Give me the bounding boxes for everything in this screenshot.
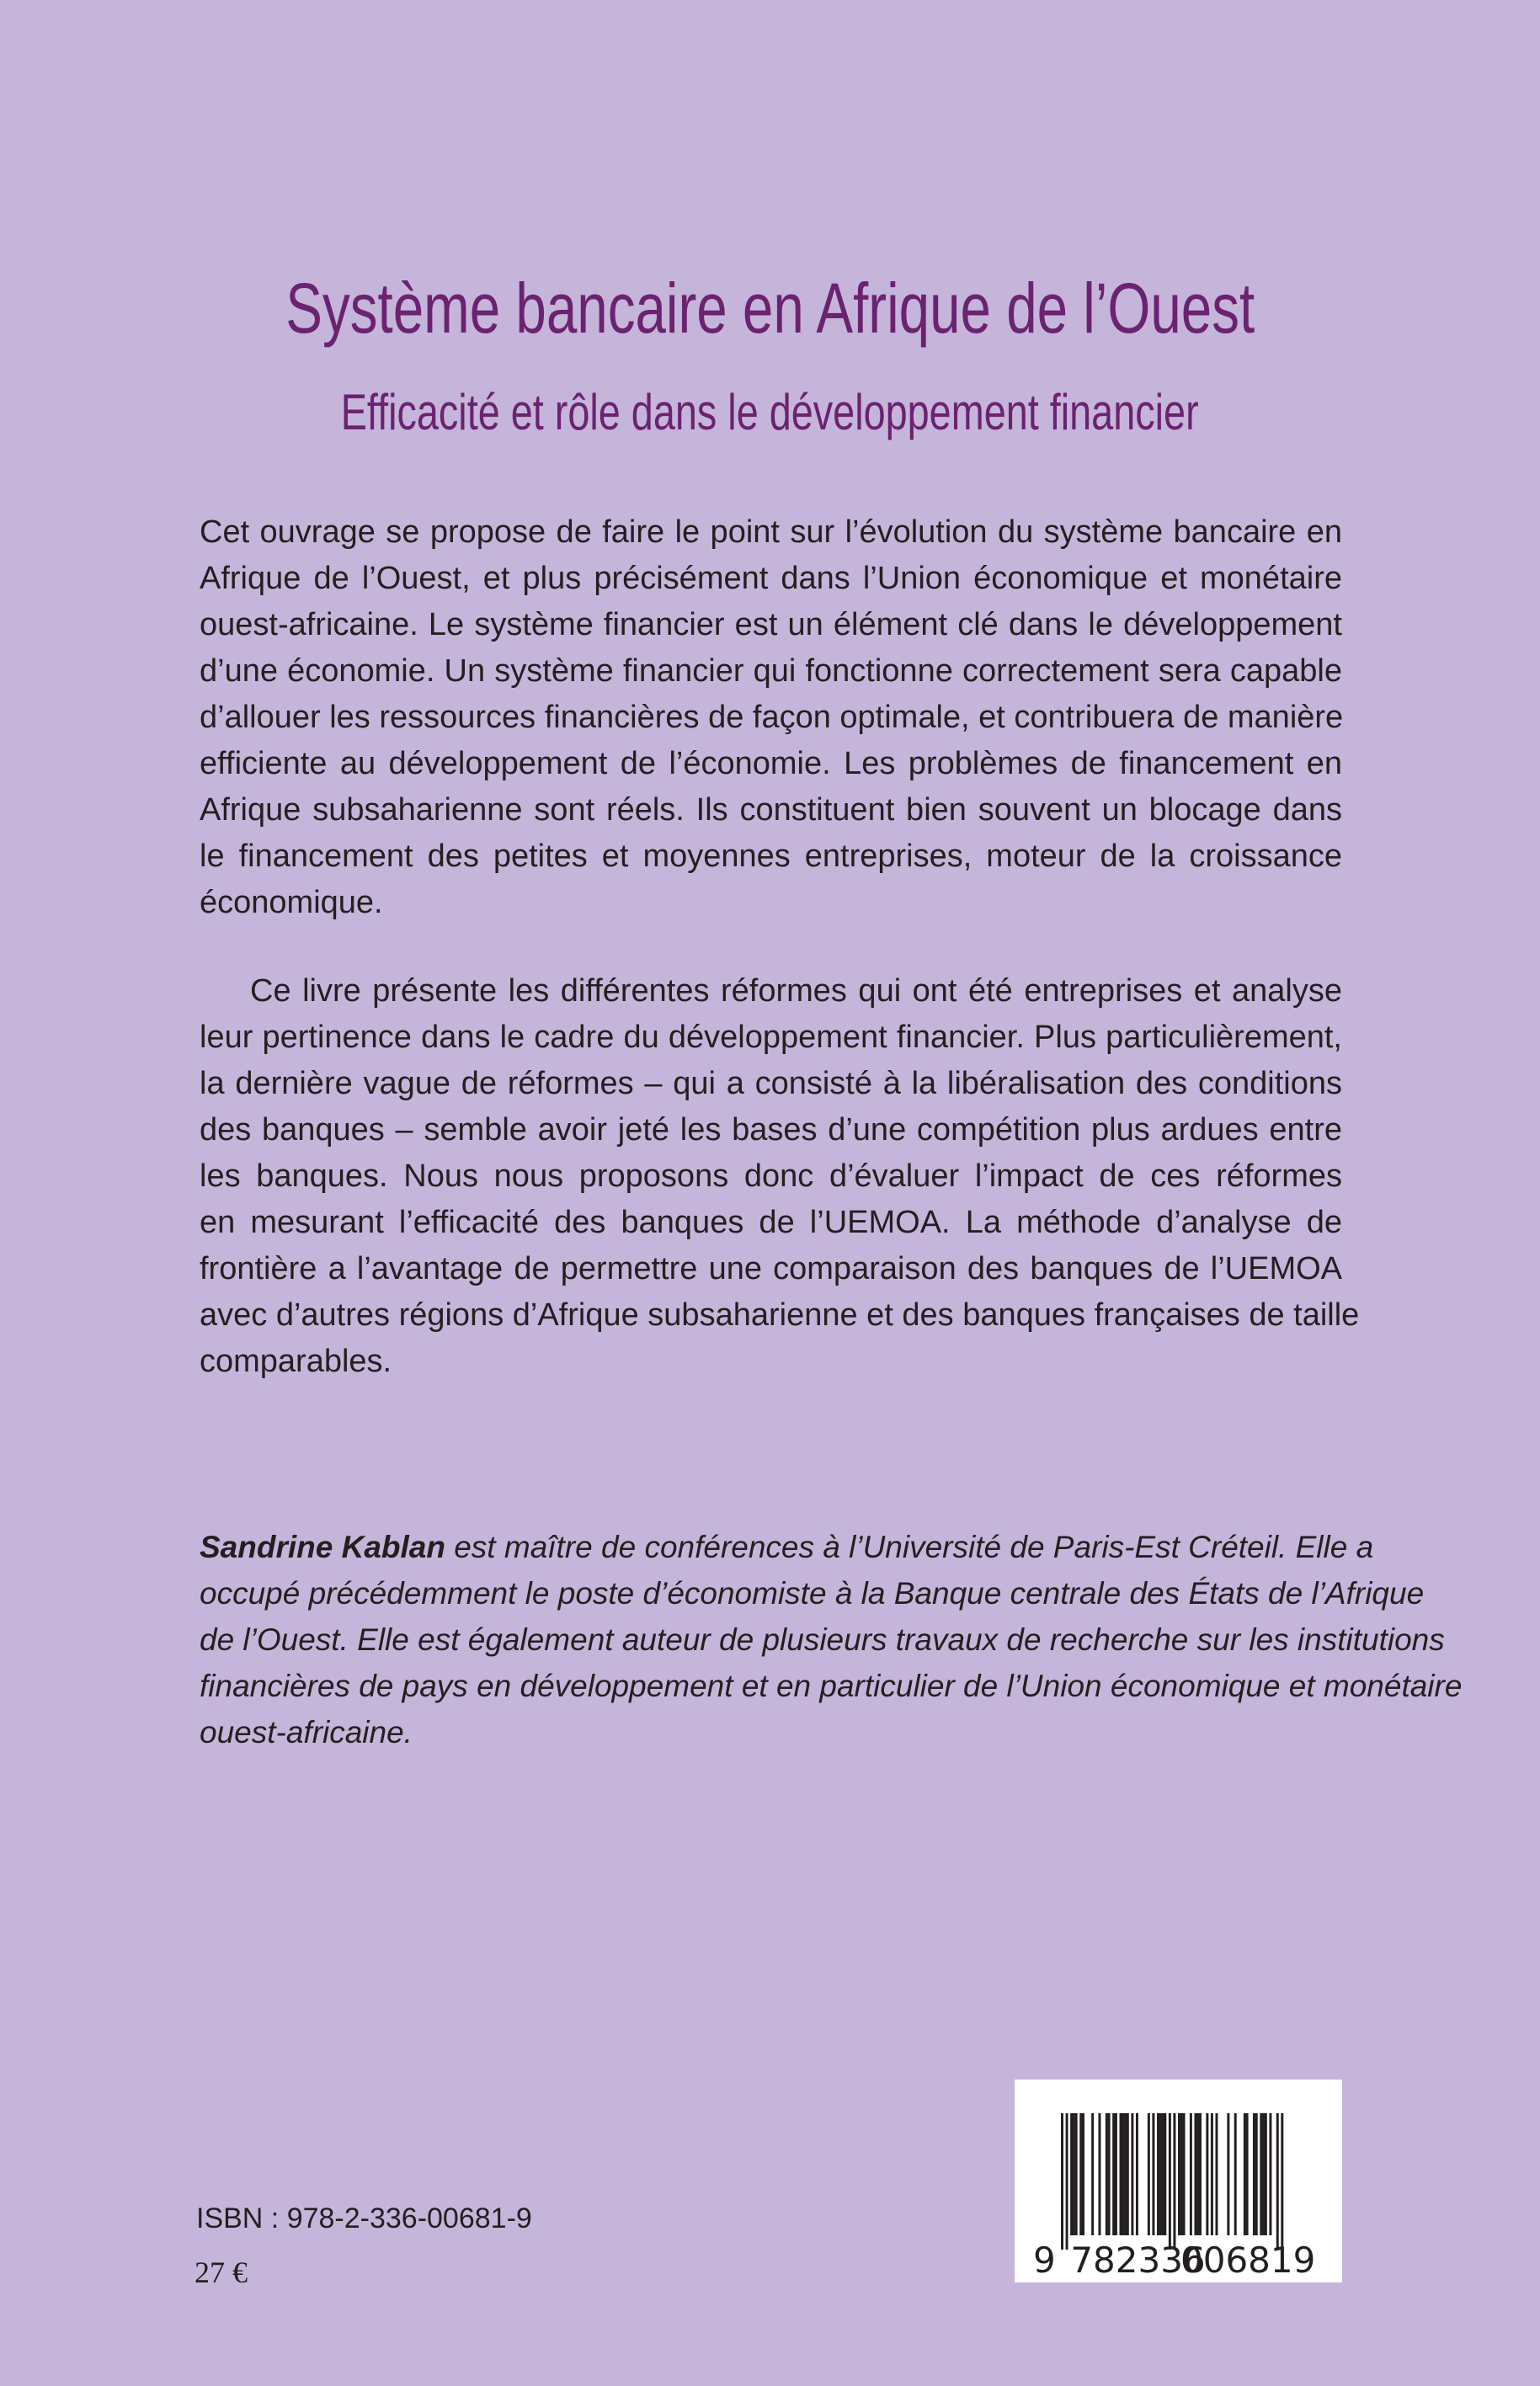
barcode-bar xyxy=(1075,2113,1078,2235)
barcode-bar xyxy=(1164,2113,1166,2235)
text-line: avec d’autres régions d’Afrique subsaharienne et des banques françaises de taille xyxy=(200,1297,1360,1333)
barcode-bar xyxy=(1265,2113,1267,2235)
text-line: en mesurant l’efficacité des banques de l’UEMOA. La méthode d’analyse de xyxy=(200,1205,1342,1240)
barcode-bar xyxy=(1091,2113,1094,2235)
barcode-bar xyxy=(1246,2113,1249,2235)
text-line: d’une économie. Un système financier qui fonctionne correctement sera capable xyxy=(200,653,1342,689)
barcode-bar xyxy=(1127,2113,1129,2235)
barcode-bar xyxy=(1190,2113,1192,2235)
barcode-bar xyxy=(1070,2113,1073,2235)
barcode-bar xyxy=(1281,2113,1283,2250)
barcode-bar xyxy=(1262,2113,1265,2235)
barcode-bar xyxy=(1079,2113,1082,2235)
barcode-bar xyxy=(1061,2113,1063,2250)
barcode-bar xyxy=(1173,2113,1175,2250)
price-text: 27 € xyxy=(194,2256,248,2289)
barcode-bar xyxy=(1260,2113,1262,2235)
text-line: économique. xyxy=(200,885,383,920)
book-title-text: Système bancaire en Afrique de l’Ouest xyxy=(285,269,1255,348)
barcode-digits: 782336 xyxy=(1070,2240,1206,2281)
text-line: financières de pays en développement et en particulier de l’Union économique et monétaire xyxy=(200,1669,1463,1703)
text-line: comparables. xyxy=(200,1344,392,1379)
text-line: Afrique de l’Ouest, et plus précisément dans l’Union économique et monétaire xyxy=(200,561,1342,596)
barcode-bar xyxy=(1199,2113,1202,2235)
text-line: occupé précédemment le poste d’économiste à la Banque centrale des États de l’Afrique xyxy=(200,1576,1425,1611)
summary-paragraph-1 xyxy=(200,509,1342,926)
text-line: la dernière vague de réformes – qui a consisté à la libéralisation des conditions xyxy=(200,1066,1342,1101)
barcode-bar xyxy=(1124,2113,1127,2235)
barcode-bar xyxy=(1152,2113,1154,2235)
barcode-bar xyxy=(1098,2113,1100,2235)
text-line: le financement des petites et moyennes entreprises, moteur de la croissance xyxy=(200,839,1342,874)
text-line: les banques. Nous nous proposons donc d’évaluer l’impact de ces réformes xyxy=(200,1158,1342,1194)
summary-paragraph-2 xyxy=(200,968,1360,1385)
text-line: frontière a l’avantage de permettre une comparaison des banques de l’UEMOA xyxy=(200,1251,1342,1286)
barcode-bar xyxy=(1215,2113,1218,2235)
book-title xyxy=(0,268,1540,349)
barcode-bar xyxy=(1227,2113,1229,2235)
book-subtitle-text: Efficacité et rôle dans le développement financier xyxy=(341,384,1199,440)
barcode-bar xyxy=(1255,2113,1258,2235)
bio-text: est maître de conférences à l’Université de Paris-Est Créteil. Elle a xyxy=(445,1530,1374,1564)
barcode-bar xyxy=(1157,2113,1159,2235)
barcode-bar xyxy=(1169,2113,1171,2250)
text-line: leur pertinence dans le cadre du développement financier. Plus particulièrement, xyxy=(200,1020,1342,1055)
text-line: efficiente au développement de l’économie. Les problèmes de financement en xyxy=(200,746,1342,781)
barcode-bar xyxy=(1269,2113,1271,2235)
barcode-bar xyxy=(1180,2113,1183,2235)
barcode-bar xyxy=(1108,2113,1111,2235)
barcode-bar xyxy=(1106,2113,1108,2235)
barcode-bar xyxy=(1131,2113,1133,2235)
barcode-bar xyxy=(1244,2113,1246,2235)
text-line: d’allouer les ressources financières de façon optimale, et contribuera de manière xyxy=(200,700,1344,735)
text-line: ouest-africaine. Le système financier est un élément clé dans le développement xyxy=(200,607,1342,642)
text-line: Ce livre présente les différentes réformes qui ont été entreprises et analyse xyxy=(250,973,1342,1009)
barcode-digits: 006819 xyxy=(1180,2240,1316,2281)
text-line: des banques – semble avoir jeté les bases d’une compétition plus ardues entre xyxy=(200,1112,1342,1148)
barcode-bar xyxy=(1159,2113,1162,2235)
bio-line xyxy=(200,1524,1374,1570)
barcode-digits: 9 xyxy=(1033,2240,1056,2281)
barcode-bar xyxy=(1234,2113,1237,2235)
barcode-bar xyxy=(1082,2113,1084,2235)
author-bio xyxy=(200,1524,1463,1755)
barcode-bar xyxy=(1136,2113,1138,2235)
barcode-bar xyxy=(1162,2113,1164,2235)
text-line: Afrique subsaharienne sont réels. Ils constituent bien souvent un blocage dans xyxy=(200,792,1342,828)
barcode-bar xyxy=(1148,2113,1150,2235)
book-subtitle xyxy=(0,383,1540,441)
barcode-bar xyxy=(1206,2113,1208,2235)
barcode-bar xyxy=(1194,2113,1196,2235)
barcode-bar xyxy=(1112,2113,1115,2235)
barcode-bar xyxy=(1211,2113,1213,2235)
text-line: ouest-africaine. xyxy=(200,1715,413,1750)
isbn-text: ISBN : 978-2-336-00681-9 xyxy=(196,2202,532,2234)
barcode-bar xyxy=(1253,2113,1255,2235)
author-name: Sandrine Kablan xyxy=(200,1530,445,1564)
barcode-bar xyxy=(1066,2113,1068,2250)
barcode-bar xyxy=(1276,2113,1279,2250)
text-line: Cet ouvrage se propose de faire le point sur l’évolution du système bancaire en xyxy=(200,514,1342,550)
barcode-bar xyxy=(1073,2113,1075,2235)
barcode-bar xyxy=(1196,2113,1199,2235)
isbn-barcode xyxy=(1015,2080,1342,2282)
barcode-bar xyxy=(1115,2113,1117,2235)
barcode-bar xyxy=(1178,2113,1180,2235)
barcode-bar xyxy=(1120,2113,1122,2235)
barcode-bar xyxy=(1183,2113,1186,2235)
barcode-bars xyxy=(1015,2080,1342,2282)
text-line: de l’Ouest. Elle est également auteur de plusieurs travaux de recherche sur les institutions xyxy=(200,1622,1445,1657)
barcode-bar xyxy=(1122,2113,1124,2235)
